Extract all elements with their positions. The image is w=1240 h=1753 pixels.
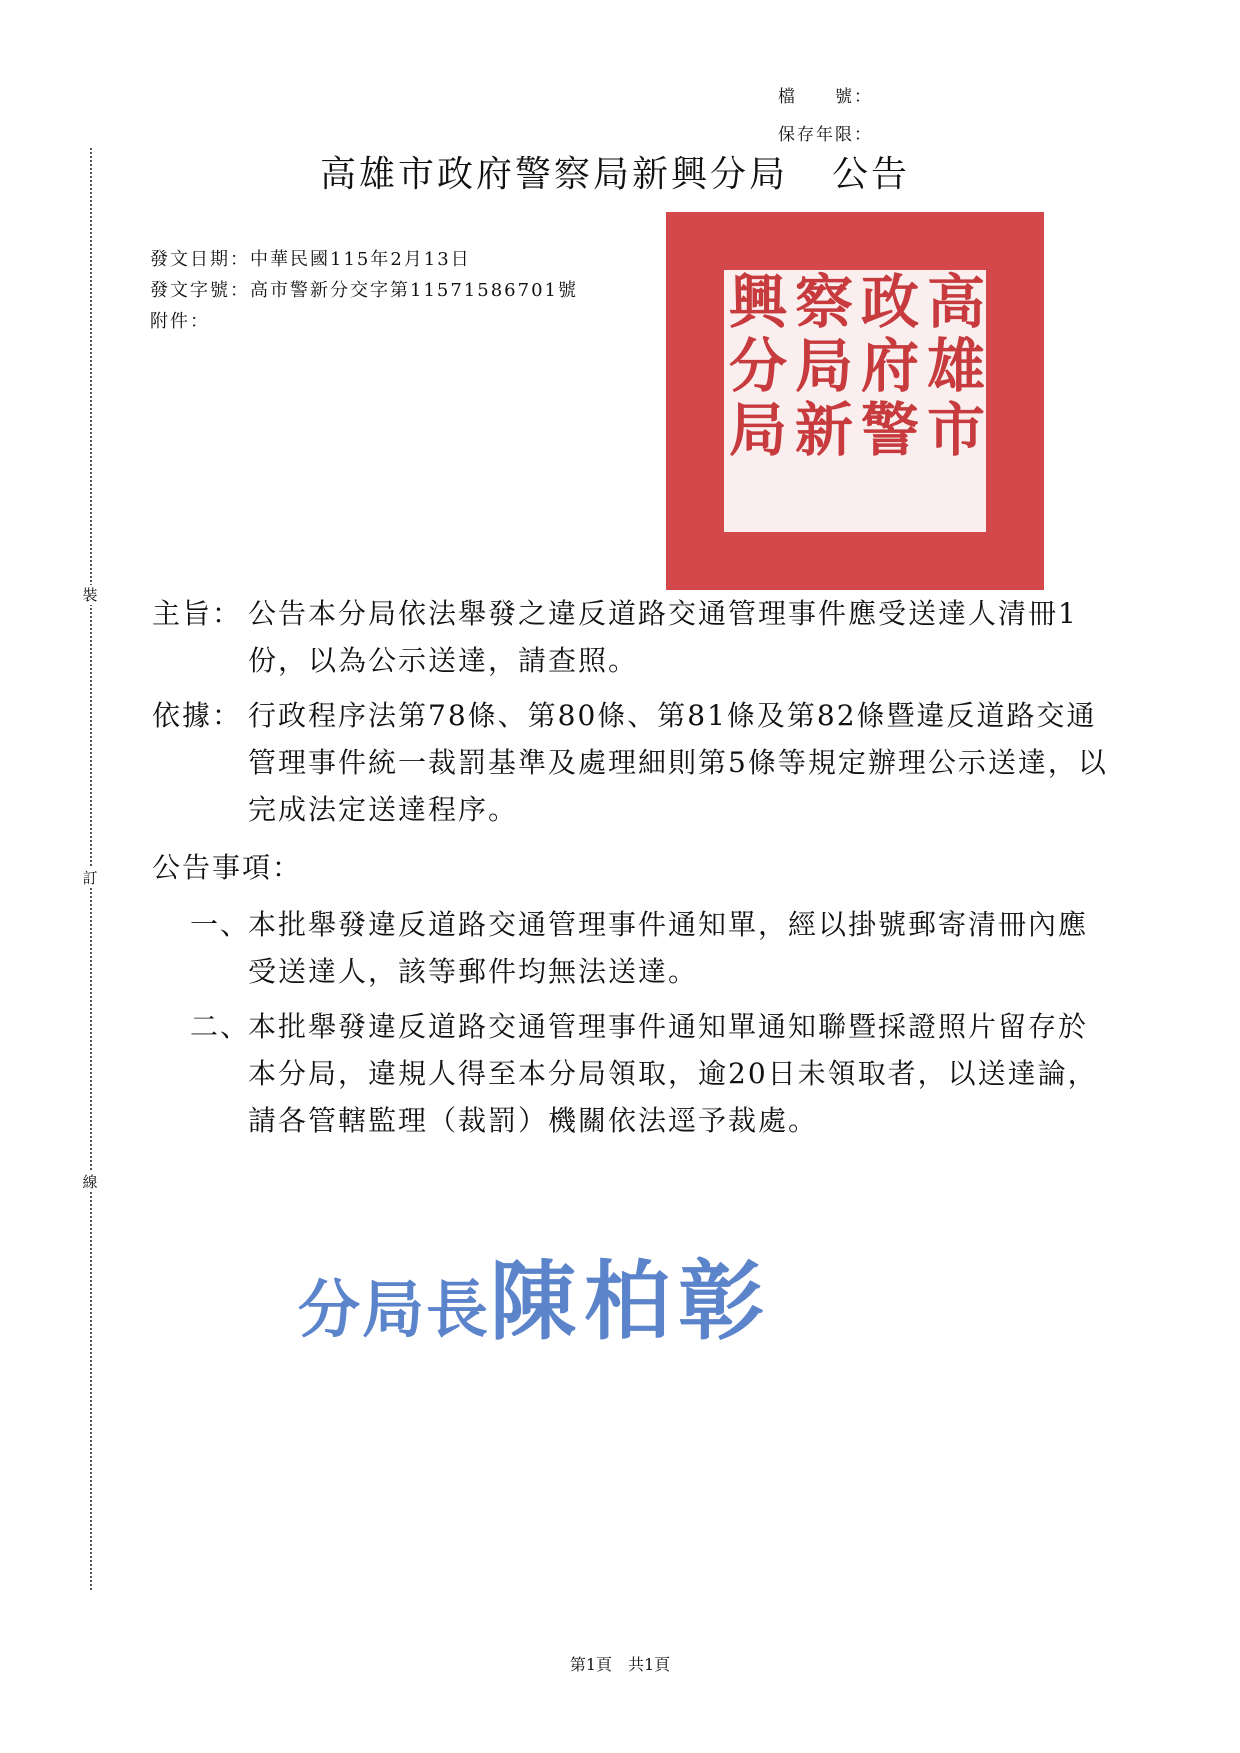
seal-inner-field (724, 270, 986, 532)
seal-char: 市 (926, 396, 985, 464)
file-number-label: 檔 號： (778, 87, 873, 107)
notice-item-number: 一、 (190, 908, 251, 941)
seal-char: 雄 (926, 332, 985, 400)
seal-char: 興 (728, 268, 787, 336)
notice-item-text: 本批舉發違反道路交通管理事件通知單，經以掛號郵寄清冊內應受送達人，該等郵件均無法送達。 (248, 908, 1089, 988)
signatory-title: 分局長 (298, 1273, 491, 1346)
official-seal (666, 212, 1044, 590)
attachment-label: 附件： (150, 311, 210, 332)
notice-item-number: 二、 (190, 1010, 251, 1043)
seal-column-3 (792, 270, 856, 462)
purpose-text: 公告本分局依法舉發之違反道路交通管理事件應受送達人清冊1份，以為公示送達，請查照。 (248, 597, 1078, 677)
binding-char-xian: 線 (80, 1172, 100, 1192)
signature-stamp (298, 1232, 772, 1356)
purpose-label: 主旨： (152, 597, 243, 630)
issue-date: 發文日期：中華民國115年2月13日 (150, 249, 471, 270)
issue-number: 發文字號：高市警新分交字第11571586701號 (150, 280, 578, 301)
seal-char: 局 (728, 396, 787, 464)
seal-char: 局 (794, 332, 853, 400)
seal-char: 察 (794, 268, 853, 336)
seal-char: 政 (860, 268, 919, 336)
basis-text: 行政程序法第78條、第80條、第81條及第82條暨違反道路交通管理事件統一裁罰基準及處理細則第5條等規定辦理公示送達，以完成法定送達程序。 (248, 699, 1108, 826)
binding-char-zhuang: 裝 (80, 585, 100, 605)
retention-period-label: 保存年限： (778, 125, 873, 145)
signatory-name: 陳柏彰 (490, 1251, 773, 1352)
seal-char: 警 (860, 396, 919, 464)
notice-items-heading: 公告事項： (152, 851, 303, 884)
document-type: 公告 (832, 154, 911, 195)
seal-column-2 (858, 270, 922, 462)
agency-name: 高雄市政府警察局新興分局 (320, 154, 789, 195)
seal-char: 府 (860, 332, 919, 400)
binding-char-ding: 訂 (80, 868, 100, 888)
seal-column-1 (924, 270, 988, 462)
seal-column-4 (726, 270, 790, 462)
seal-char: 高 (926, 268, 985, 336)
seal-char: 新 (794, 396, 853, 464)
seal-char: 分 (728, 332, 787, 400)
page-number: 第1頁 共1頁 (569, 1655, 671, 1674)
document-title (320, 146, 910, 197)
basis-label: 依據： (152, 699, 243, 732)
notice-item-text: 本批舉發違反道路交通管理事件通知單通知聯暨採證照片留存於本分局，違規人得至本分局領取，逾20日未領取者，以送達論，請各管轄監理（裁罰）機關依法逕予裁處。 (248, 1010, 1098, 1137)
